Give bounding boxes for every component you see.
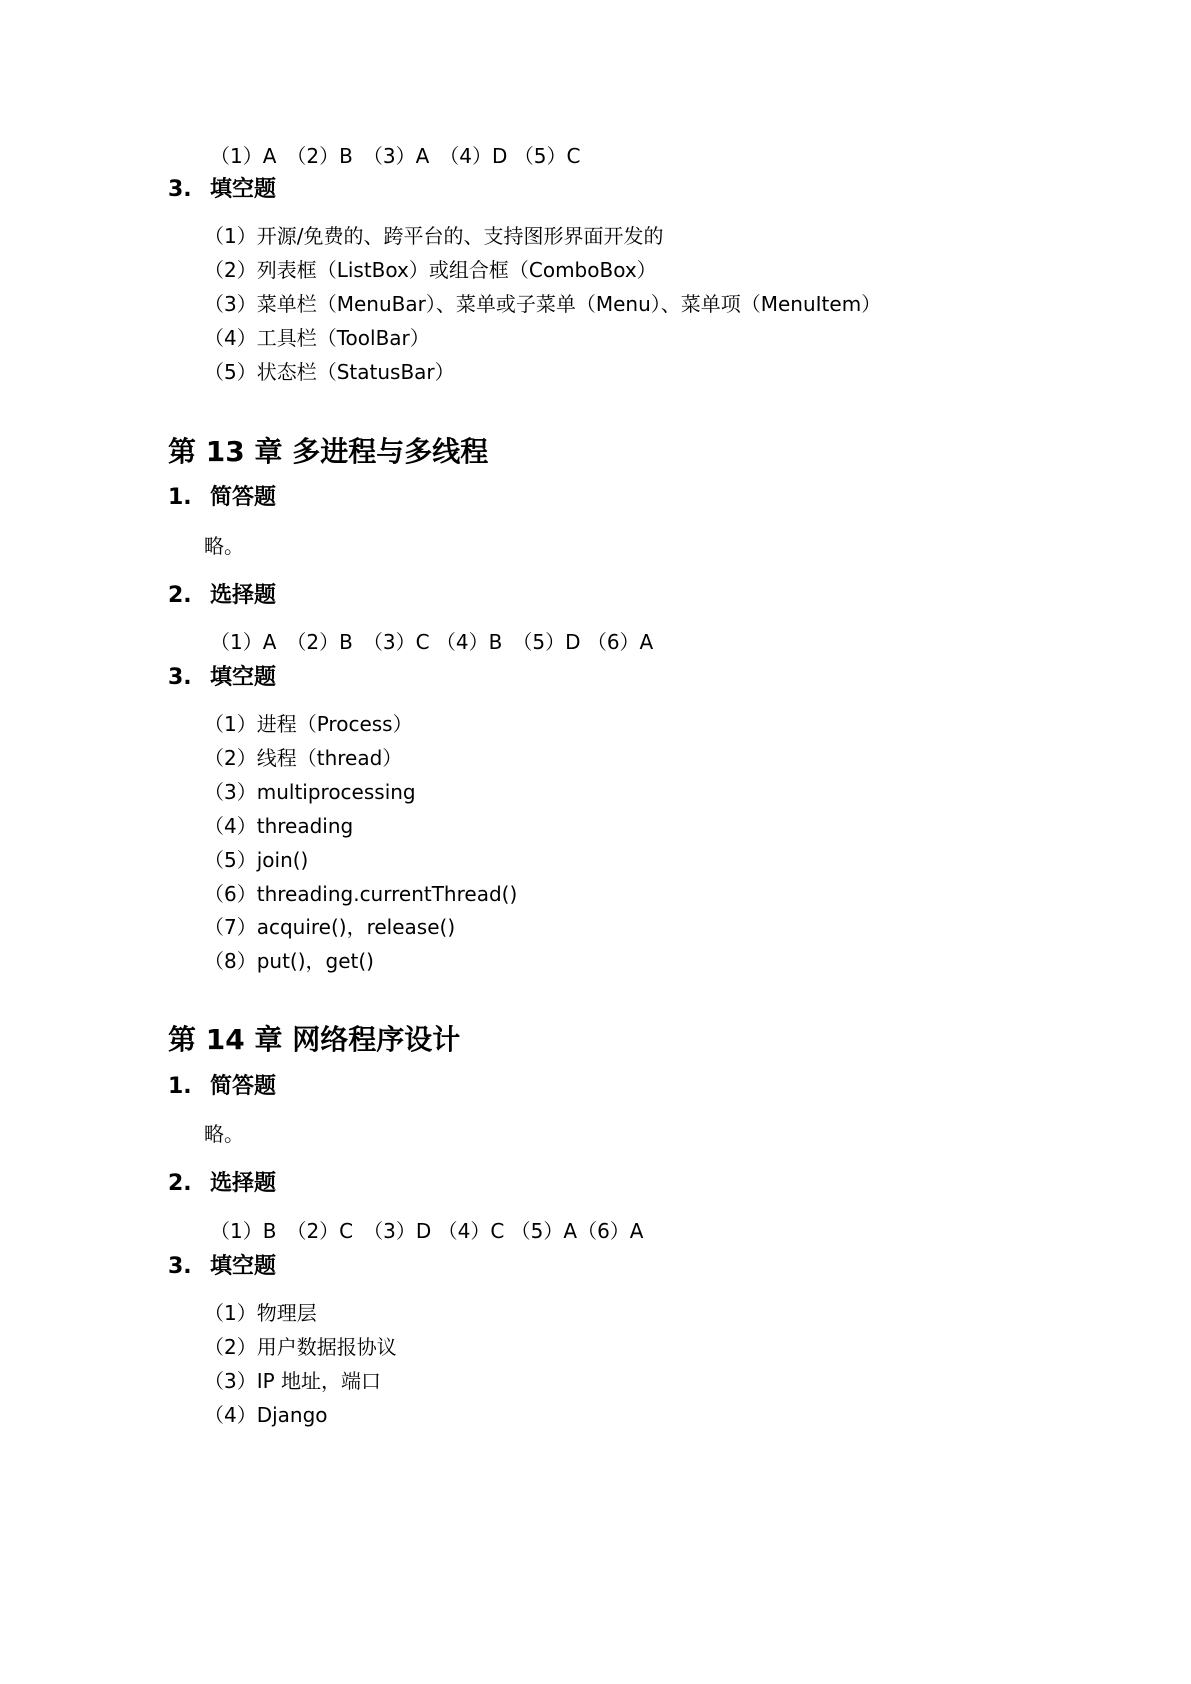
chapter-heading: 第 13 章 多进程与多线程 <box>168 435 489 468</box>
section-heading <box>168 578 276 609</box>
answer-item: （2）用户数据报协议 <box>204 1335 397 1359</box>
section-number: 1. <box>168 485 192 510</box>
section-heading <box>168 1249 276 1280</box>
section-title: 选择题 <box>210 583 277 608</box>
answer-item: （5）join() <box>204 848 309 872</box>
section-heading <box>168 1166 276 1197</box>
section-title: 填空题 <box>210 1254 277 1279</box>
answer-item: （4）工具栏（ToolBar） <box>204 326 430 350</box>
section-number: 3. <box>168 177 192 202</box>
section-title: 简答题 <box>210 485 277 510</box>
answer-item: 略。 <box>204 534 244 558</box>
answer-item: （2）列表框（ListBox）或组合框（ComboBox） <box>204 258 657 282</box>
answer-item: （7）acquire()，release() <box>204 915 456 939</box>
answer-item: （1）物理层 <box>204 1301 317 1325</box>
answer-line: （1）B （2）C （3）D （4）C （5）A（6）A <box>210 1219 644 1243</box>
section-title: 简答题 <box>210 1074 277 1099</box>
section-number: 2. <box>168 1171 192 1196</box>
answer-item: （4）Django <box>204 1403 328 1427</box>
answer-line: （1）A （2）B （3）C （4）B （5）D （6）A <box>210 630 654 654</box>
section-heading <box>168 480 276 511</box>
answer-item: （3）IP 地址，端口 <box>204 1369 382 1393</box>
answer-item: （4）threading <box>204 814 354 838</box>
answer-item: （5）状态栏（StatusBar） <box>204 360 455 384</box>
section-title: 填空题 <box>210 177 277 202</box>
section-title: 填空题 <box>210 665 277 690</box>
section-number: 3. <box>168 1254 192 1279</box>
answer-item: （3）multiprocessing <box>204 780 416 804</box>
section-heading <box>168 1069 276 1100</box>
answer-item: （1）开源/免费的、跨平台的、支持图形界面开发的 <box>204 224 664 248</box>
answer-item: （6）threading.currentThread() <box>204 882 518 906</box>
section-number: 2. <box>168 583 192 608</box>
section-number: 1. <box>168 1074 192 1099</box>
section-heading <box>168 172 276 203</box>
answer-item: （2）线程（thread） <box>204 746 403 770</box>
section-heading <box>168 660 276 691</box>
answer-item: （1）进程（Process） <box>204 712 413 736</box>
section-number: 3. <box>168 665 192 690</box>
answer-line: （1）A （2）B （3）A （4）D （5）C <box>210 144 581 168</box>
chapter-heading: 第 14 章 网络程序设计 <box>168 1023 461 1056</box>
answer-item: （8）put()，get() <box>204 949 374 973</box>
answer-item: （3）菜单栏（MenuBar）、菜单或子菜单（Menu）、菜单项（MenuItem） <box>204 292 882 316</box>
section-title: 选择题 <box>210 1171 277 1196</box>
answer-item: 略。 <box>204 1122 244 1146</box>
